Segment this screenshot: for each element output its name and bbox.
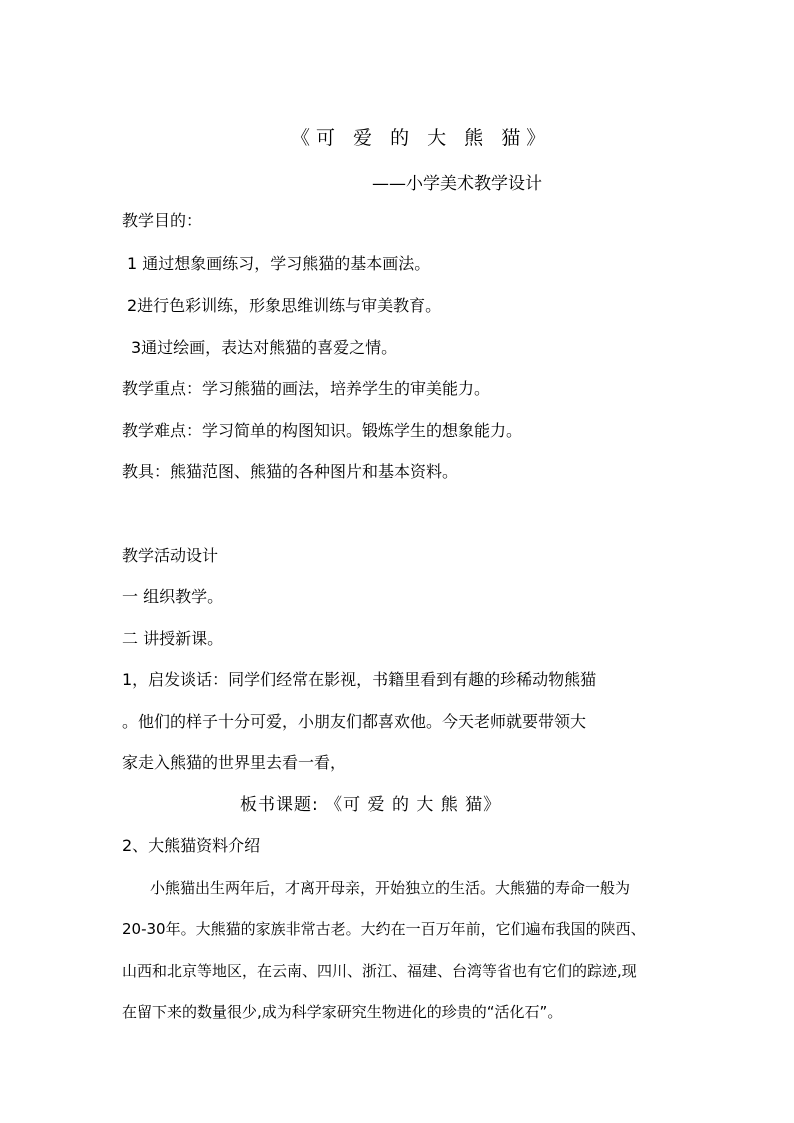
step2-heading: 2、大熊猫资料介绍 <box>122 836 261 855</box>
board-title: 板书课题: 《可 爱 的 大 熊 猫》 <box>240 795 502 815</box>
info-line-1: 小熊猫出生两年后，才离开母亲，开始独立的生活。大熊猫的寿命一般为 <box>150 879 631 897</box>
step1-line-2: 。他们的样子十分可爱，小朋友们都喜欢他。今天老师就要带领大 <box>122 712 587 731</box>
step1-line-3: 家走入熊猫的世界里去看一看， <box>122 753 347 772</box>
step-teach: 二 讲授新课。 <box>122 629 224 648</box>
objective-item-2: 2进行色彩训练，形象思维训练与审美教育。 <box>127 296 442 315</box>
activity-heading: 教学活动设计 <box>122 546 219 565</box>
step-organize: 一 组织教学。 <box>122 587 224 606</box>
document-subtitle: ——小学美术教学设计 <box>372 174 542 194</box>
objective-item-3: 3通过绘画，表达对熊猫的喜爱之情。 <box>131 338 398 357</box>
difficulty: 教学难点：学习简单的构图知识。锻炼学生的想象能力。 <box>122 421 523 440</box>
teaching-tools: 教具：熊猫范图、熊猫的各种图片和基本资料。 <box>122 462 459 481</box>
info-line-4: 在留下来的数量很少,成为科学家研究生物进化的珍贵的“活化石”。 <box>122 1003 563 1021</box>
info-line-3: 山西和北京等地区，在云南、四川、浙江、福建、台湾等省也有它们的踪迹,现 <box>122 962 637 980</box>
document-title: 《可 爱 的 大 熊 猫》 <box>291 127 552 149</box>
objective-item-1: 1 通过想象画练习，学习熊猫的基本画法。 <box>127 254 431 273</box>
objectives-heading: 教学目的： <box>122 211 203 230</box>
key-point: 教学重点：学习熊猫的画法，培养学生的审美能力。 <box>122 379 491 398</box>
info-line-2: 20-30年。大熊猫的家族非常古老。大约在一百万年前，它们遍布我国的陕西、 <box>122 920 646 938</box>
step1-line-1: 1，启发谈话：同学们经常在影视，书籍里看到有趣的珍稀动物熊猫 <box>122 670 597 689</box>
